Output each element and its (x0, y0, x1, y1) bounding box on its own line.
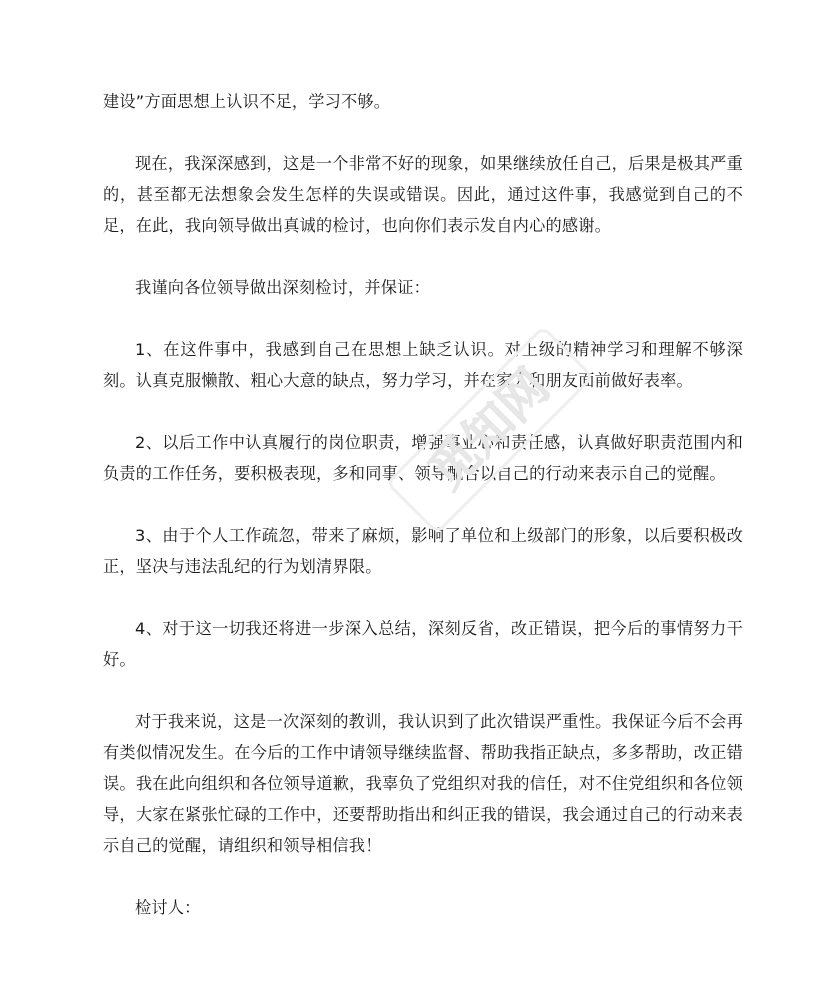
list-item: 3、由于个人工作疏忽，带来了麻烦，影响了单位和上级部门的形象，以后要积极改正，坚决与违法乱纪的行为划清界限。 (103, 526, 743, 576)
paragraph: 我谨向各位领导做出深刻检讨，并保证： (135, 278, 430, 297)
paragraph: 建设”方面思想上认识不足，学习不够。 (103, 92, 391, 111)
list-item: 4、对于这一切我还将进一步深入总结，深刻反省，改正错误，把今后的事情努力干好。 (103, 619, 743, 669)
document-body (103, 86, 743, 923)
list-item: 2、以后工作中认真履行的岗位职责，增强事业心和责任感，认真做好职责范围内和负责的工作任务，要积极表现，多和同事、领导配合以自己的行动来表示自己的觉醒。 (103, 433, 743, 483)
svg-text:觅知网: 觅知网 (418, 358, 561, 501)
signature-label: 检讨人： (135, 898, 201, 917)
list-item: 1、在这件事中，我感到自己在思想上缺乏认识。对上级的精神学习和理解不够深刻。认真克服懒散、粗心大意的缺点，努力学习，并在家人和朋友面前做好表率。 (103, 340, 743, 390)
paragraph: 现在，我深深感到，这是一个非常不好的现象，如果继续放任自己，后果是极其严重的，甚至都无法想象会发生怎样的失误或错误。因此，通过这件事，我感觉到自己的不足，在此，我向领导做出真诚的检讨，也向你们表示发自内心的感谢。 (103, 154, 743, 235)
paragraph: 对于我来说，这是一次深刻的教训，我认识到了此次错误严重性。我保证今后不会再有类似情况发生。在今后的工作中请领导继续监督、帮助我指正缺点，多多帮助，改正错误。我在此向组织和各位领导道歉，我辜负了党组织对我的信任，对不住党组织和各位领导，大家在紧张忙碌的工作中，还要帮助指出和纠正我的错误，我会通过自己的行动来表示自己的觉醒，请组织和领导相信我！ (103, 712, 743, 855)
